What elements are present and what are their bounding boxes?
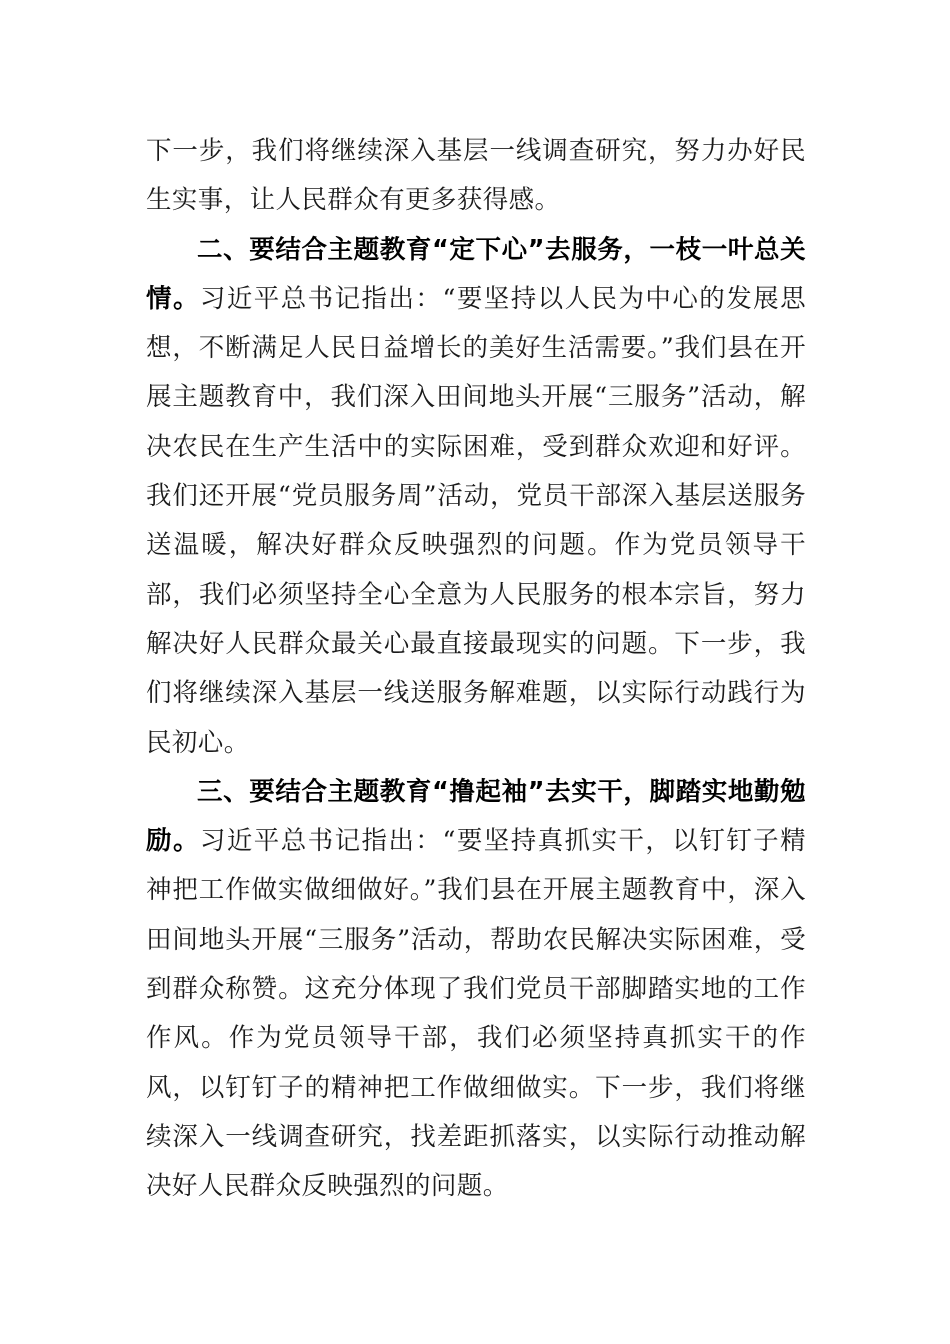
document-body [146, 127, 806, 1212]
paragraph-text: 习近平总书记指出：“要坚持以人民为中心的发展思想，不断满足人民日益增长的美好生活需要。”我们县在开展主题教育中，我们深入田间地头开展“三服务”活动，解决农民在生产生活中的实际困难，受到群众欢迎和好评。我们还开展“党员服务周”活动，党员干部深入基层送服务送温暖，解决好群众反映强烈的问题。作为党员领导干部，我们必须坚持全心全意为人民服务的根本宗旨，努力解决好人民群众最关心最直接最现实的问题。下一步，我们将继续深入基层一线送服务解难题，以实际行动践行为民初心。 [146, 283, 806, 758]
section-two-heading: 二、要结合主题教育“定下心”去服务，一枝一叶总关情。 [146, 234, 806, 314]
paragraph-continuation [146, 127, 806, 226]
section-three-heading: 三、要结合主题教育“撸起袖”去实干，脚踏实地勤勉励。 [146, 776, 806, 857]
paragraph-section-two [146, 226, 806, 768]
paragraph-text: 习近平总书记指出：“要坚持真抓实干，以钉钉子精神把工作做实做细做好。”我们县在开展主题教育中，深入田间地头开展“三服务”活动，帮助农民解决实际困难，受到群众称赞。这充分体现了我们党员干部脚踏实地的工作作风。作为党员领导干部，我们必须坚持真抓实干的作风，以钉钉子的精神把工作做细做实。下一步，我们将继续深入一线调查研究，找差距抓落实，以实际行动推动解决好人民群众反映强烈的问题。 [146, 826, 806, 1202]
paragraph-text: 下一步，我们将继续深入基层一线调查研究，努力办好民生实事，让人民群众有更多获得感。 [146, 136, 806, 216]
paragraph-section-three [146, 768, 806, 1212]
